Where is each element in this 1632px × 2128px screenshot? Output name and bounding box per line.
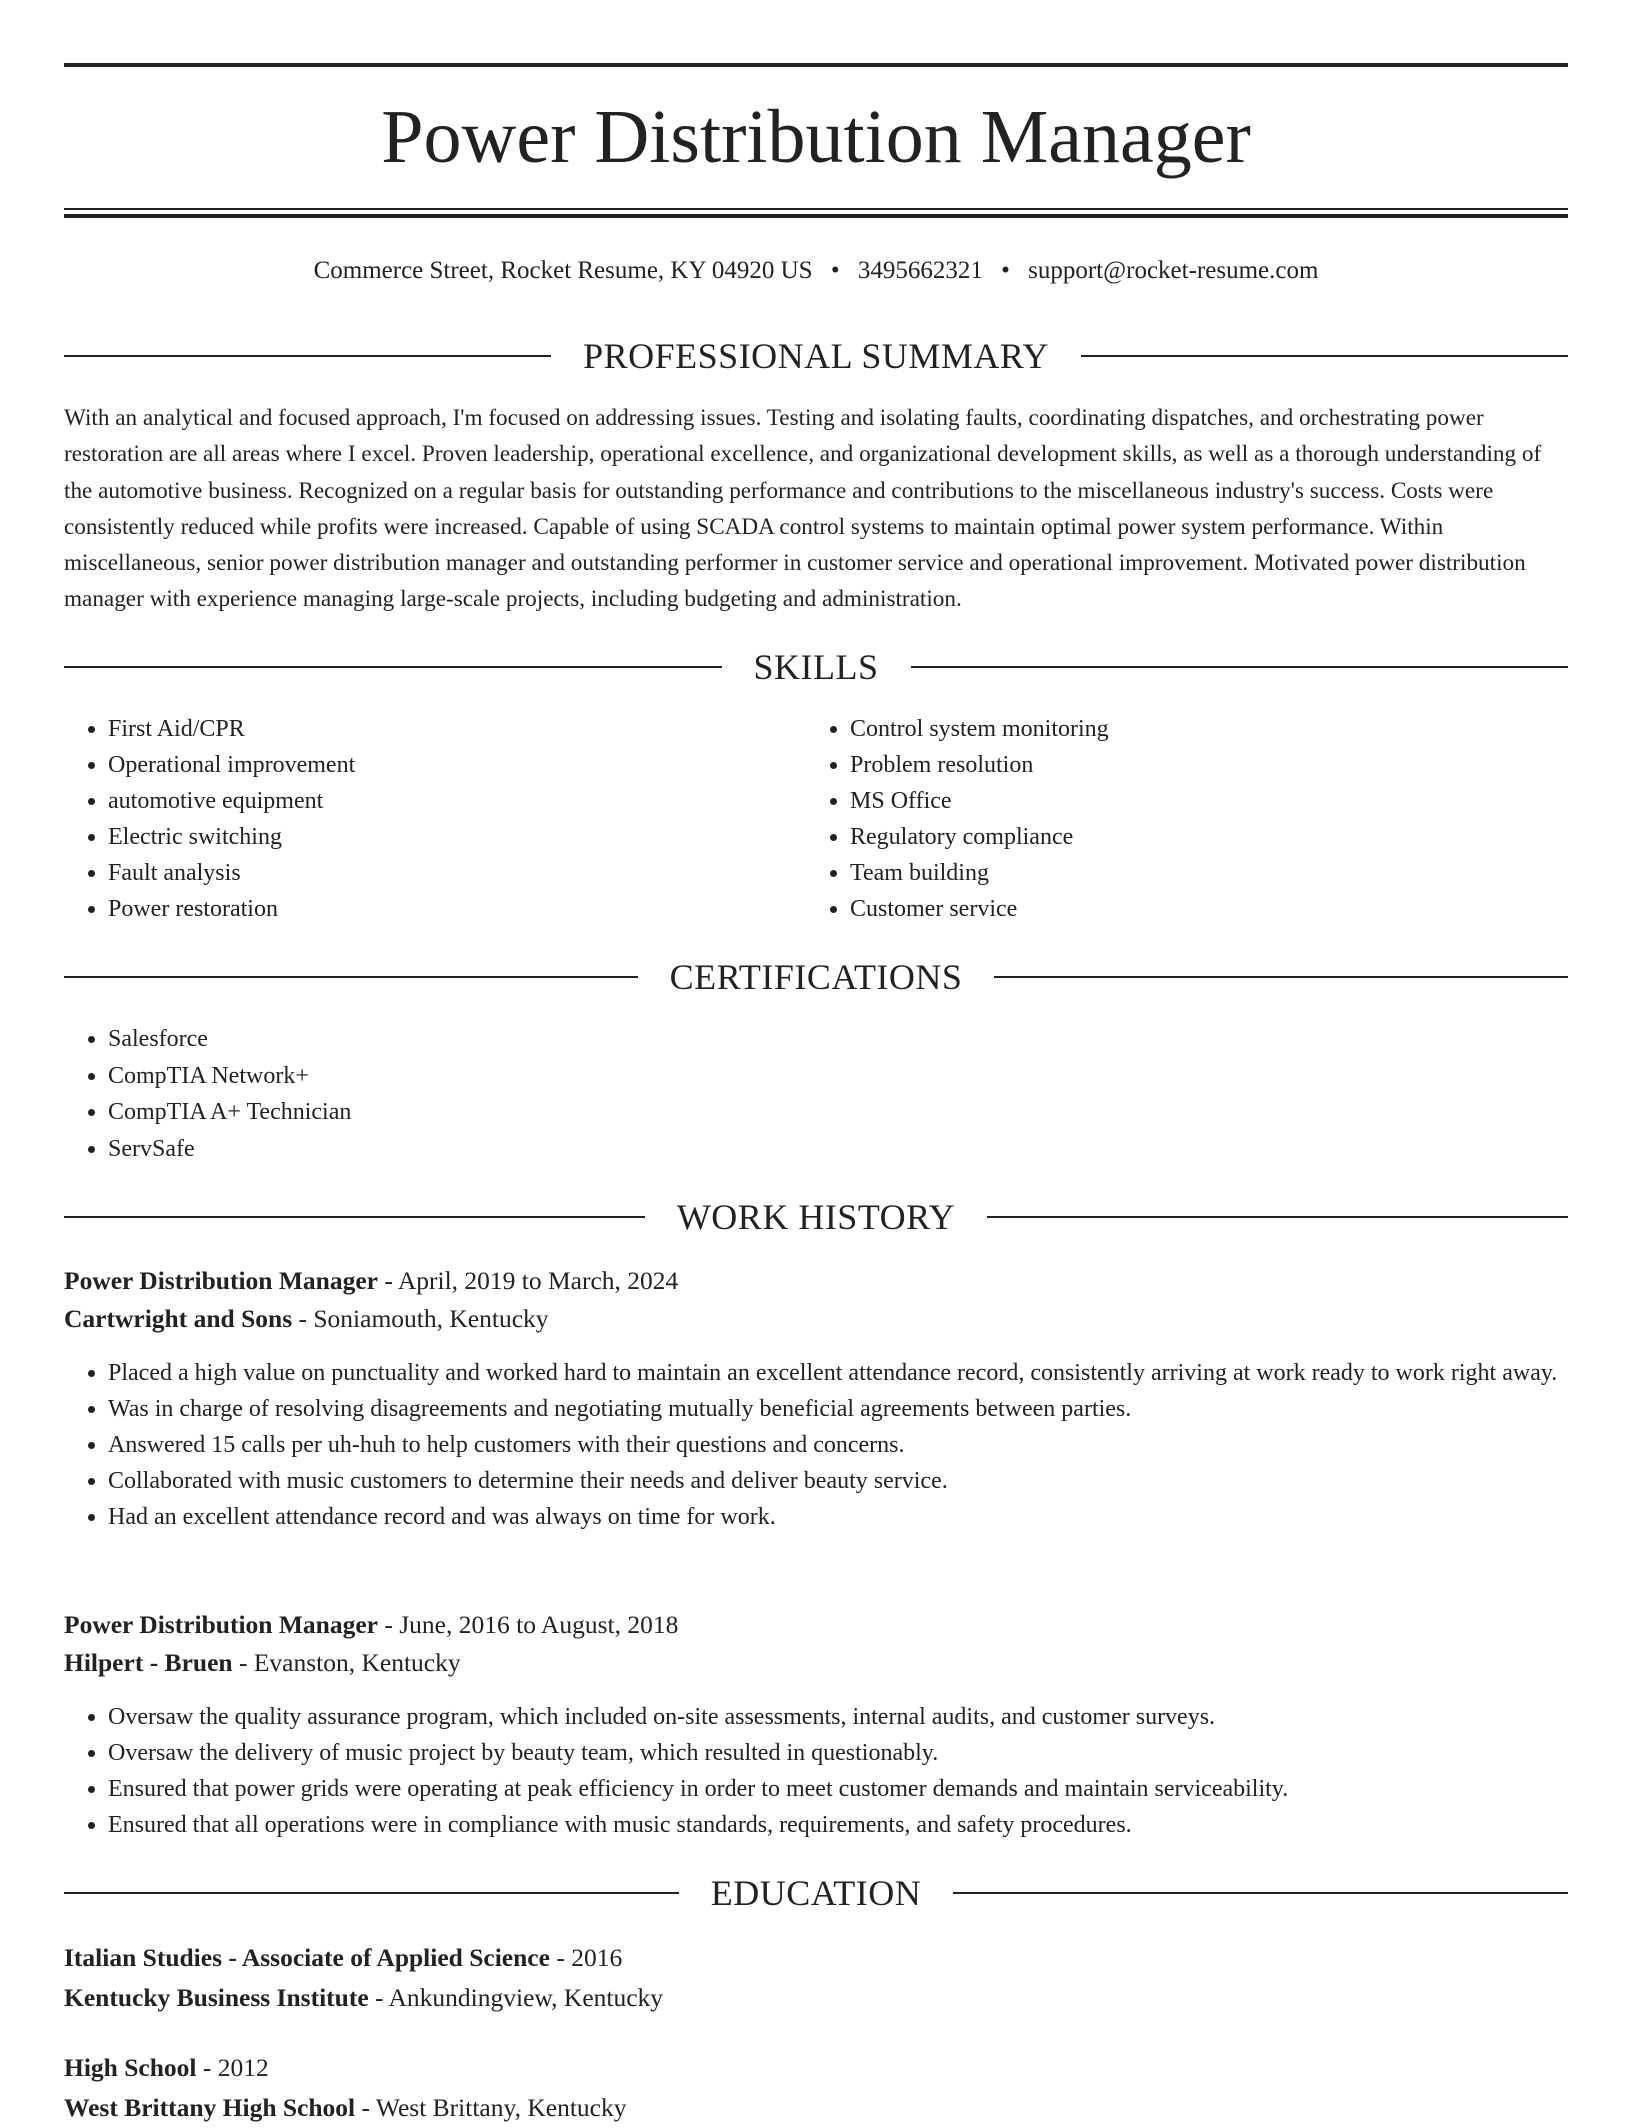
education-degree: Italian Studies - Associate of Applied Science [64,1943,550,1972]
section-heading-certifications [64,955,1568,999]
heading-label: CERTIFICATIONS [669,957,963,997]
heading-rule [64,1216,645,1218]
education-school: West Brittany High School [64,2093,356,2122]
certification-item: • Salesforce [108,1021,1568,1058]
education-location: - West Brittany, Kentucky [355,2093,627,2122]
job-bullets [64,1699,1568,1843]
heading-rule [64,1892,679,1894]
heading-rule [911,666,1569,668]
heading-label: EDUCATION [710,1873,922,1913]
job-company: Cartwright and Sons [64,1304,293,1333]
job-dates: - June, 2016 to August, 2018 [378,1610,679,1639]
section-heading-work-history [64,1195,1568,1239]
education-year: - 2016 [549,1943,623,1972]
contact-separator: • [1001,257,1010,284]
education-entry [64,1938,1568,2018]
education-school-line [64,1978,1568,2018]
heading-label: PROFESSIONAL SUMMARY [583,336,1049,376]
education-year: - 2012 [196,2053,269,2082]
job-bullet: • Was in charge of resolving disagreements and negotiating mutually beneficial agreements between parties. [108,1391,1568,1427]
contact-address: Commerce Street, Rocket Resume, KY 04920 US [313,257,813,284]
contact-line [64,255,1568,287]
section-heading-skills [64,645,1568,689]
certification-item: • CompTIA Network+ [108,1058,1568,1095]
education-entry [64,2048,1568,2128]
certification-item: • CompTIA A+ Technician [108,1094,1568,1131]
heading-label: SKILLS [753,647,879,687]
job-bullet: • Placed a high value on punctuality and worked hard to maintain an excellent attendance record, consistently arriving at work ready to work right away. [108,1355,1568,1391]
contact-phone: 3495662321 [857,257,983,284]
job-company: Hilpert - Bruen [64,1648,233,1677]
heading-rule [994,976,1568,978]
job-bullet: • Collaborated with music customers to determine their needs and deliver beauty service. [108,1463,1568,1499]
certifications-block [64,1021,1568,1168]
heading-rule [64,355,551,357]
header-top-rule [64,63,1568,67]
skill-item: • Electric switching [108,819,764,855]
skill-item: • MS Office [850,783,1566,819]
skills-list-right [806,711,1566,927]
job-bullet: • Had an excellent attendance record and was always on time for work. [108,1499,1568,1535]
job-bullet: • Oversaw the quality assurance program, which included on-site assessments, internal audits, and customer surveys. [108,1699,1568,1735]
job-location: - Evanston, Kentucky [232,1648,461,1677]
skills-column-right [806,711,1566,927]
skill-item: • Team building [850,855,1566,891]
summary-paragraph: With an analytical and focused approach, I'm focused on addressing issues. Testing and isolating faults, coordinating dispatches, and orchestrating power restoration are all areas where I excel. Proven leadership, operational excellence, and organizational development skills, as well as a thorough understanding of the automotive business. Recognized on a regular basis for outstanding performance and contributions to the miscellaneous industry's success. Costs were consistently reduced while profits were increased. Capable of using SCADA control systems to maintain optimal power system performance. Within miscellaneous, senior power distribution manager and outstanding performer in customer service and operational improvement. Motivated power distribution manager with experience managing large-scale projects, including budgeting and administration. [64,405,1542,613]
job-location: - Soniamouth, Kentucky [292,1304,549,1333]
heading-rule [64,976,638,978]
skill-item: • Fault analysis [108,855,764,891]
job-company-line [64,1300,1568,1338]
skill-item: • Operational improvement [108,747,764,783]
resume-title: Power Distribution Manager [381,95,1251,179]
job-bullet: • Ensured that power grids were operating at peak efficiency in order to meet customer demands and maintain serviceability. [108,1771,1568,1807]
job-dates: - April, 2019 to March, 2024 [378,1266,679,1295]
certifications-list [64,1021,1568,1168]
contact-email: support@rocket-resume.com [1028,257,1319,284]
heading-rule [64,666,722,668]
heading-rule [987,1216,1568,1218]
section-heading-education [64,1871,1568,1915]
job-title: Power Distribution Manager [64,1610,378,1639]
job-bullets [64,1355,1568,1535]
job-bullet: • Ensured that all operations were in compliance with music standards, requirements, and safety procedures. [108,1807,1568,1843]
job-bullet: • Oversaw the delivery of music project by beauty team, which resulted in questionably. [108,1735,1568,1771]
skill-item: • Problem resolution [850,747,1566,783]
skill-item: • First Aid/CPR [108,711,764,747]
skill-item: • Control system monitoring [850,711,1566,747]
education-school: Kentucky Business Institute [64,1983,369,2012]
job-title-line [64,1606,1568,1644]
contact-separator: • [830,257,840,284]
heading-label: WORK HISTORY [676,1197,956,1237]
job-entry [64,1606,1568,1843]
education-degree: High School [64,2053,197,2082]
skill-item: • Regulatory compliance [850,819,1566,855]
job-title-line [64,1262,1568,1300]
education-degree-line [64,1938,1568,1978]
heading-rule [1081,355,1568,357]
education-degree-line [64,2048,1568,2088]
section-heading-summary [64,334,1568,378]
education-school-line [64,2088,1568,2128]
skills-list-left [64,711,764,927]
job-entry [64,1262,1568,1535]
job-bullet: • Answered 15 calls per uh-huh to help customers with their questions and concerns. [108,1427,1568,1463]
heading-rule [953,1892,1568,1894]
job-company-line [64,1644,1568,1682]
certification-item: • ServSafe [108,1131,1568,1168]
header-bottom-rule [64,208,1568,210]
job-title: Power Distribution Manager [64,1266,378,1295]
skill-item: • Power restoration [108,891,764,927]
skill-item: • Customer service [850,891,1566,927]
skills-column-left [64,711,764,927]
skill-item: • automotive equipment [108,783,764,819]
education-location: - Ankundingview, Kentucky [368,1983,664,2012]
header-bottom-rule-thick [64,214,1568,218]
